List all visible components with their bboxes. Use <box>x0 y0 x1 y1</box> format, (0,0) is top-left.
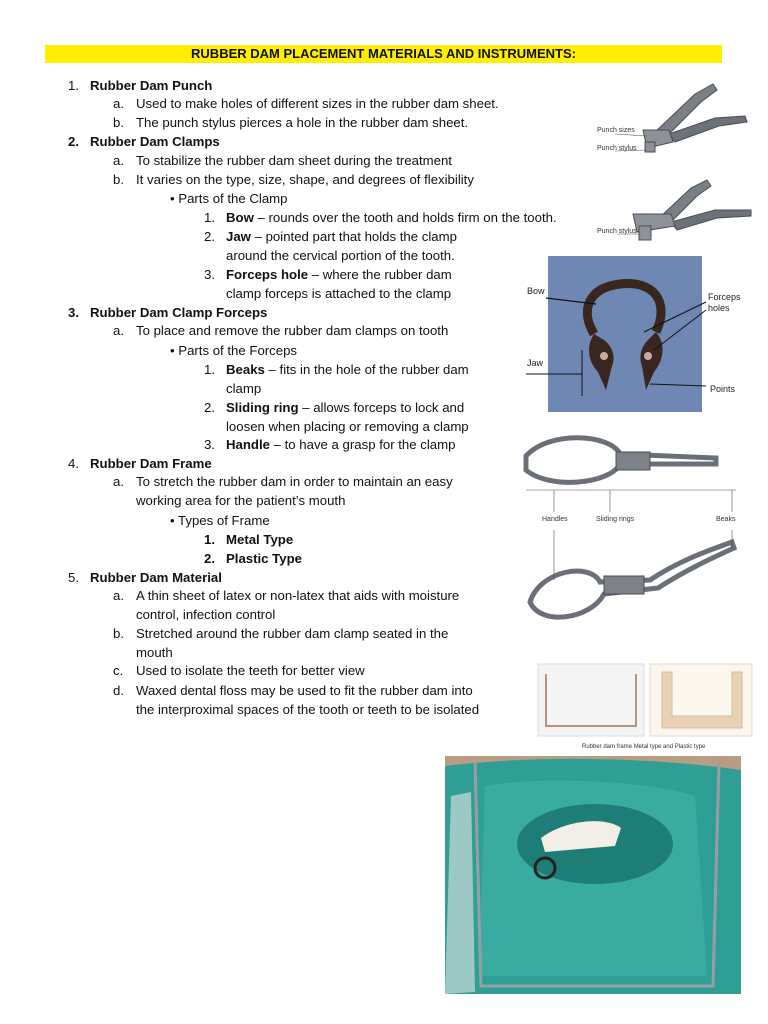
list-marker: a. <box>113 153 124 168</box>
term-forceps-hole: Forceps hole <box>226 267 309 282</box>
forceps-label-beaks: Beaks <box>716 516 736 523</box>
bullet-item: • Parts of the Forceps <box>170 343 298 358</box>
rubber-dam-frames-illustration <box>536 660 754 738</box>
list-marker: 1. <box>204 532 215 547</box>
list-item: It varies on the type, size, shape, and degrees of flexibility <box>136 172 474 187</box>
section-4-number: 4. <box>68 456 79 471</box>
section-2-heading: Rubber Dam Clamps <box>90 134 220 149</box>
list-marker: 3. <box>204 437 215 452</box>
list-marker: d. <box>113 683 124 698</box>
list-item: To place and remove the rubber dam clamps on tooth <box>136 323 449 338</box>
term-sliding-ring: Sliding ring <box>226 400 299 415</box>
term-desc: – pointed part that holds the clamp <box>250 229 457 244</box>
list-marker: b. <box>113 626 124 641</box>
list-item: Used to isolate the teeth for better view <box>136 663 365 678</box>
list-item-cont: the interproximal spaces of the tooth or teeth to be isolated <box>136 702 480 717</box>
list-item-cont: mouth <box>136 645 173 660</box>
clamp-label-forceps: Forceps <box>708 292 741 302</box>
list-item-cont: clamp forceps is attached to the clamp <box>226 286 452 301</box>
list-item-cont: loosen when placing or removing a clamp <box>226 419 469 434</box>
list-item-cont: clamp <box>226 381 262 396</box>
list-marker: b. <box>113 115 124 130</box>
list-marker: 2. <box>204 229 215 244</box>
list-marker: b. <box>113 172 124 187</box>
punch-figure-bottom <box>595 170 757 246</box>
term-desc: – where the rubber dam <box>308 267 452 282</box>
list-item-cont: working area for the patient’s mouth <box>136 493 346 508</box>
section-3-heading: Rubber Dam Clamp Forceps <box>90 305 268 320</box>
bullet-item: • Parts of the Clamp <box>170 191 288 206</box>
list-item: To stretch the rubber dam in order to maintain an easy <box>136 474 453 489</box>
list-item-cont: control, infection control <box>136 607 276 622</box>
frame-type-plastic: Plastic Type <box>226 551 302 566</box>
list-item <box>226 228 457 246</box>
punch-label-sizes: Punch sizes <box>597 127 635 134</box>
list-marker: c. <box>113 663 124 678</box>
list-marker: a. <box>113 588 124 603</box>
list-marker: 3. <box>204 267 215 282</box>
term-desc: – fits in the hole of the rubber dam <box>264 362 469 377</box>
list-item: Used to make holes of different sizes in the rubber dam sheet. <box>136 96 499 111</box>
list-item: Waxed dental floss may be used to fit the rubber dam into <box>136 683 473 698</box>
term-bow: Bow <box>226 210 254 225</box>
term-beaks: Beaks <box>226 362 265 377</box>
term-desc: – allows forceps to lock and <box>298 400 465 415</box>
section-5-number: 5. <box>68 570 79 585</box>
term-jaw: Jaw <box>226 229 251 244</box>
punch-label-stylus-2: Punch stylus <box>597 228 637 235</box>
list-item: A thin sheet of latex or non-latex that aids with moisture <box>136 588 460 603</box>
list-marker: 1. <box>204 210 215 225</box>
clamp-label-jaw: Jaw <box>527 358 544 368</box>
list-item <box>226 361 469 379</box>
list-item <box>226 209 557 227</box>
frame-figure <box>536 660 754 752</box>
list-marker: a. <box>113 323 124 338</box>
term-desc: – rounds over the tooth and holds firm on the tooth. <box>253 210 557 225</box>
list-item <box>226 436 455 454</box>
term-handle: Handle <box>226 437 270 452</box>
forceps-label-sliding-rings: Sliding rings <box>596 516 635 523</box>
forceps-label-handles: Handles <box>542 516 568 523</box>
rubber-dam-forceps-illustration <box>520 430 746 630</box>
list-marker: 1. <box>204 362 215 377</box>
clamp-label-holes: holes <box>708 303 730 313</box>
list-marker: 2. <box>204 400 215 415</box>
punch-figure-top <box>595 76 757 162</box>
bullet-item: • Types of Frame <box>170 513 270 528</box>
list-item <box>226 266 452 284</box>
list-marker: a. <box>113 96 124 111</box>
page-title: RUBBER DAM PLACEMENT MATERIALS AND INSTRUMENTS: <box>45 45 722 63</box>
list-marker: a. <box>113 474 124 489</box>
clamp-label-bow: Bow <box>527 286 545 296</box>
punch-label-stylus: Punch stylus <box>597 145 637 152</box>
frame-caption: Rubber dam frame Metal type and Plastic type <box>582 744 706 750</box>
frame-type-metal: Metal Type <box>226 532 294 547</box>
term-desc: – to have a grasp for the clamp <box>269 437 456 452</box>
list-item: To stabilize the rubber dam sheet during the treatment <box>136 153 452 168</box>
list-item: Stretched around the rubber dam clamp seated in the <box>136 626 449 641</box>
list-item <box>226 399 464 417</box>
section-1-heading: Rubber Dam Punch <box>90 78 213 93</box>
list-marker: 2. <box>204 551 215 566</box>
section-5-heading: Rubber Dam Material <box>90 570 222 585</box>
forceps-figure <box>520 430 746 630</box>
clamp-label-points: Points <box>710 384 736 394</box>
list-item: The punch stylus pierces a hole in the rubber dam sheet. <box>136 115 469 130</box>
section-1-number: 1. <box>68 78 79 93</box>
patient-rubber-dam-photo <box>445 756 741 994</box>
section-4-heading: Rubber Dam Frame <box>90 456 212 471</box>
section-2-number: 2. <box>68 134 79 149</box>
list-item-cont: around the cervical portion of the tooth. <box>226 248 455 263</box>
rubber-dam-photo <box>445 756 741 994</box>
clamp-figure <box>524 254 746 414</box>
section-3-number: 3. <box>68 305 79 320</box>
